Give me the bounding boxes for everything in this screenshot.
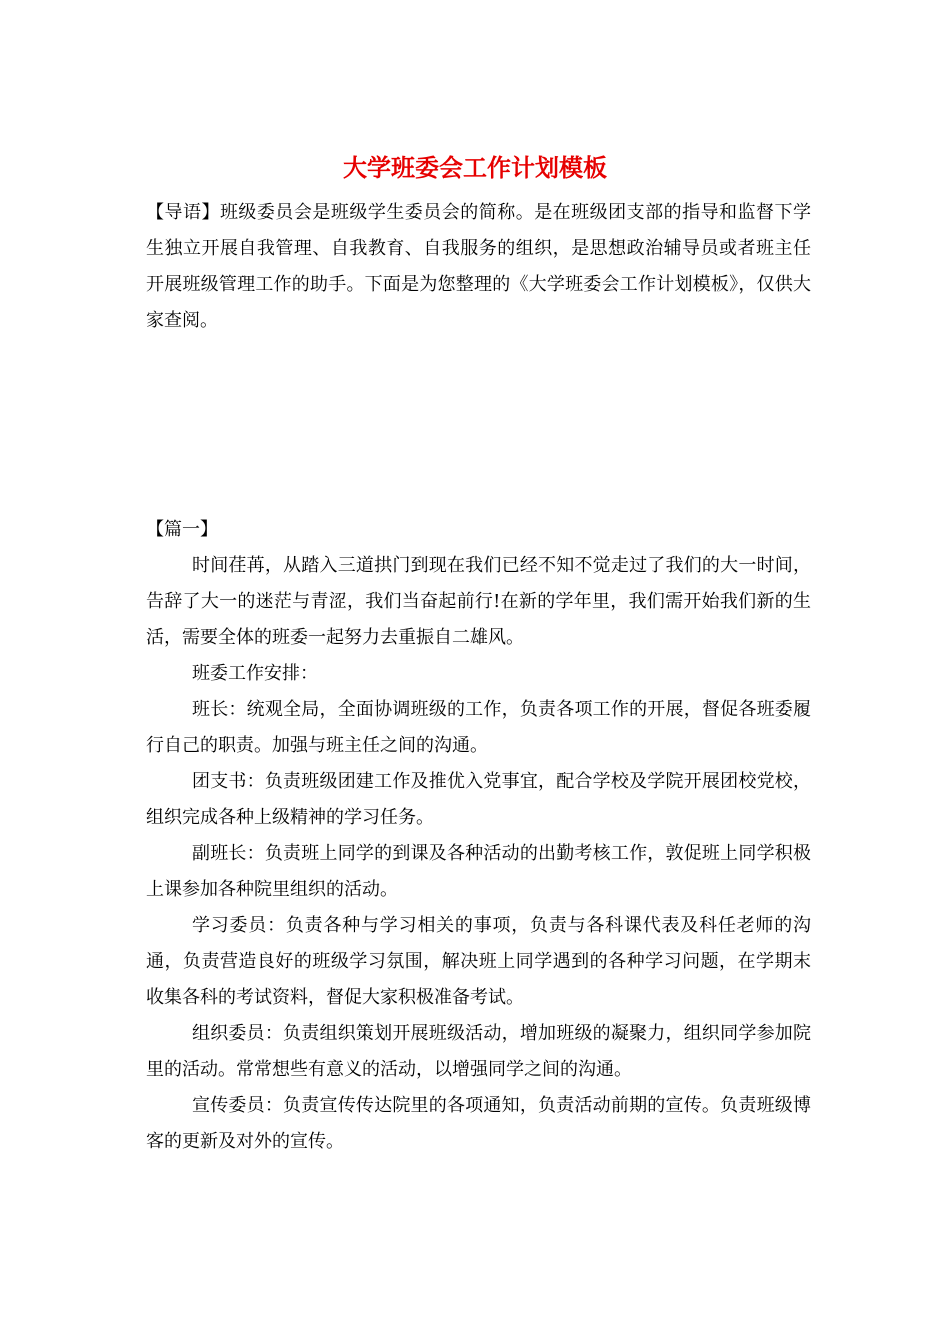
paragraph-study-committee: 学习委员：负责各种与学习相关的事项，负责与各科课代表及科任老师的沟通，负责营造良好的班级学习氛围，解决班上同学遇到的各种学习问题，在学期末收集各科的考试资料，督促大家积极准备考试。	[146, 915, 811, 1008]
section-heading: 【篇一】	[146, 519, 218, 540]
paragraph-vice-monitor: 副班长：负责班上同学的到课及各种活动的出勤考核工作，敦促班上同学积极上课参加各种院里组织的活动。	[146, 843, 811, 900]
paragraph-opening: 时间荏苒，从踏入三道拱门到现在我们已经不知不觉走过了我们的大一时间，告辞了大一的迷茫与青涩，我们当奋起前行!在新的学年里，我们需开始我们新的生活，需要全体的班委一起努力去重振自二雄风。	[146, 555, 811, 648]
intro-paragraph: 【导语】班级委员会是班级学生委员会的简称。是在班级团支部的指导和监督下学生独立开展自我管理、自我教育、自我服务的组织，是思想政治辅导员或者班主任开展班级管理工作的助手。下面是为您整理的《大学班委会工作计划模板》，仅供大家查阅。	[146, 202, 811, 331]
paragraph-monitor: 班长：统观全局，全面协调班级的工作，负责各项工作的开展，督促各班委履行自己的职责。加强与班主任之间的沟通。	[146, 699, 811, 756]
paragraph-arrangement-heading: 班委工作安排：	[192, 663, 318, 684]
page-title: 大学班委会工作计划模板	[343, 153, 607, 182]
paragraph-organization-committee: 组织委员：负责组织策划开展班级活动，增加班级的凝聚力，组织同学参加院里的活动。常常想些有意义的活动，以增强同学之间的沟通。	[146, 1023, 811, 1080]
section-body	[146, 512, 811, 1160]
paragraph-league-secretary: 团支书：负责班级团建工作及推优入党事宜，配合学校及学院开展团校党校，组织完成各种上级精神的学习任务。	[146, 771, 811, 828]
paragraph-publicity-committee: 宣传委员：负责宣传传达院里的各项通知，负责活动前期的宣传。负责班级博客的更新及对外的宣传。	[146, 1095, 811, 1152]
